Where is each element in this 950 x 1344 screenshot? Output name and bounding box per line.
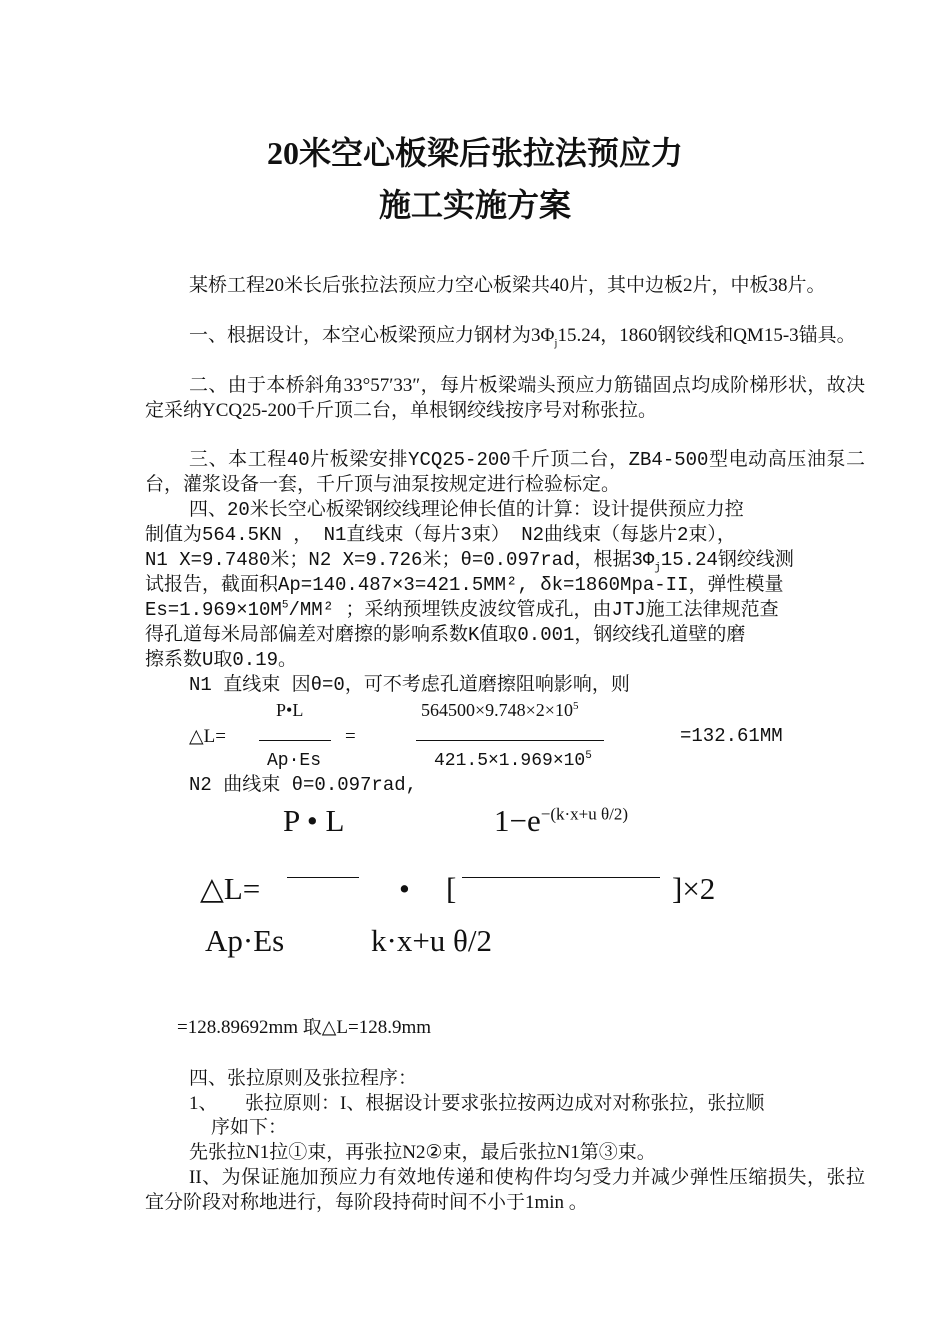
n1-result: =132.61MM [680,725,783,747]
calc-line5-after: /MM² ；采纳预埋铁皮波纹管成孔，由JTJ施工法律规范查 [288,599,779,621]
calc-line1: 四、20米长空心板梁钢绞线理论伸长值的计算：设计提供预应力控 [189,499,744,521]
calc-line5-text: Es=1.969×10M [145,599,282,621]
n1-numerator-right-base: 564500×9.748×2×10 [421,700,573,720]
material-subscript: j [554,336,558,349]
n2-multiply-dot: • [399,871,410,906]
n2-numerator-right-exp: −(k·x+u θ/2) [540,804,629,824]
document-title-line1: 20米空心板梁后张拉法预应力 [266,135,683,171]
n1-denominator-right-exp: 5 [585,750,592,762]
material-text-after: 15.24，1860钢铰线和QM15-3锚具。 [557,325,856,346]
n1-numerator-right [421,698,578,723]
n2-numerator-right [494,803,628,839]
calc-line4: 试报告，截面积Ap=140.487×3=421.5MM², δk=1860Mpa-II，弹性模量 [145,574,784,596]
n1-denominator-right-base: 421.5×1.969×10 [434,751,586,771]
calc-line5 [145,598,779,623]
n2-bracket-close: ]×2 [672,871,716,906]
n2-fraction-bar-right [462,877,660,878]
n2-numerator-right-base: 1−e [494,803,541,838]
section4-item1-continuation: 序如下： [211,1117,288,1138]
n1-delta-l: △L= [189,726,226,747]
section4-heading: 四、张拉原则及张拉程序： [189,1068,418,1089]
n1-fraction-bar-left [259,740,331,741]
equipment-paragraph: 三、本工程40片板梁安排YCQ25-200千斤顶二台，ZB4-500型电动高压油泵二台，灌浆设备一套，千斤顶与油泵按规定进行检验标定。 [145,449,865,496]
intro-paragraph: 某桥工程20米长后张拉法预应力空心板梁共40片，其中边板2片，中板38片。 [189,275,826,296]
n2-result: =128.89692mm 取△L=128.9mm [177,1017,432,1038]
n1-denominator-left: Ap·Es [267,751,322,771]
n1-heading: N1 直线束 因θ=0，可不考虑孔道磨擦阻响影响，则 [189,674,630,696]
n2-denominator-right: k·x+u θ/2 [371,923,493,958]
n2-heading: N2 曲线束 θ=0.097rad, [189,774,418,796]
n2-bracket-open: [ [446,871,457,906]
n2-numerator-left: P • L [283,803,345,838]
n1-fraction-bar-right [416,740,604,741]
n2-fraction-bar-left [287,877,359,878]
n2-denominator-left: Ap·Es [205,923,285,958]
n1-denominator-right [434,749,592,774]
calc-line3-subscript: j [654,561,661,574]
calc-line6: 得孔道每米局部偏差对磨擦的影响系数K值取0.001，钢绞线孔道壁的磨 [145,624,746,646]
material-text-before: 一、根据设计，本空心板梁预应力钢材为3Φ [189,325,555,346]
calc-line5-superscript: 5 [281,599,289,612]
section4-item1-text: 张拉原则：I、根据设计要求张拉按两边成对对称张拉，张拉顺 [245,1093,765,1114]
n1-numerator-right-exp: 5 [572,700,579,712]
section4-paragraph-ii: II、为保证施加预应力有效地传递和使构件均匀受力并减少弹性压缩损失，张拉宜分阶段对称地进行，每阶段持荷时间不小于1min 。 [145,1167,865,1213]
document-title-line2: 施工实施方案 [378,187,571,223]
calc-line7: 擦系数U取0.19。 [145,649,298,671]
section4-item1-number: 1、 [189,1093,218,1114]
n2-delta-l: △L= [200,871,261,906]
jack-paragraph: 二、由于本桥斜角33°57′33″，每片板梁端头预应力筋锚固点均成阶梯形状，故决定采纳YCQ25-200千斤顶二台，单根钢绞线按序号对称张拉。 [145,375,865,421]
calc-line3-after: 15.24钢绞线测 [660,549,794,571]
n1-equals: = [345,726,356,747]
calc-line2: 制值为564.5KN ， N1直线束（每片3束） N2曲线束（每毖片2束）， [145,524,736,546]
calc-line3-text: N1 X=9.7480米；N2 X=9.726米；θ=0.097rad，根据3Φ [145,549,655,571]
section4-sequence: 先张拉N1拉①束，再张拉N2②束，最后张拉N1第③束。 [189,1142,656,1163]
material-paragraph [145,323,865,348]
n1-numerator-left: P•L [276,700,304,720]
calc-line3 [145,548,794,573]
